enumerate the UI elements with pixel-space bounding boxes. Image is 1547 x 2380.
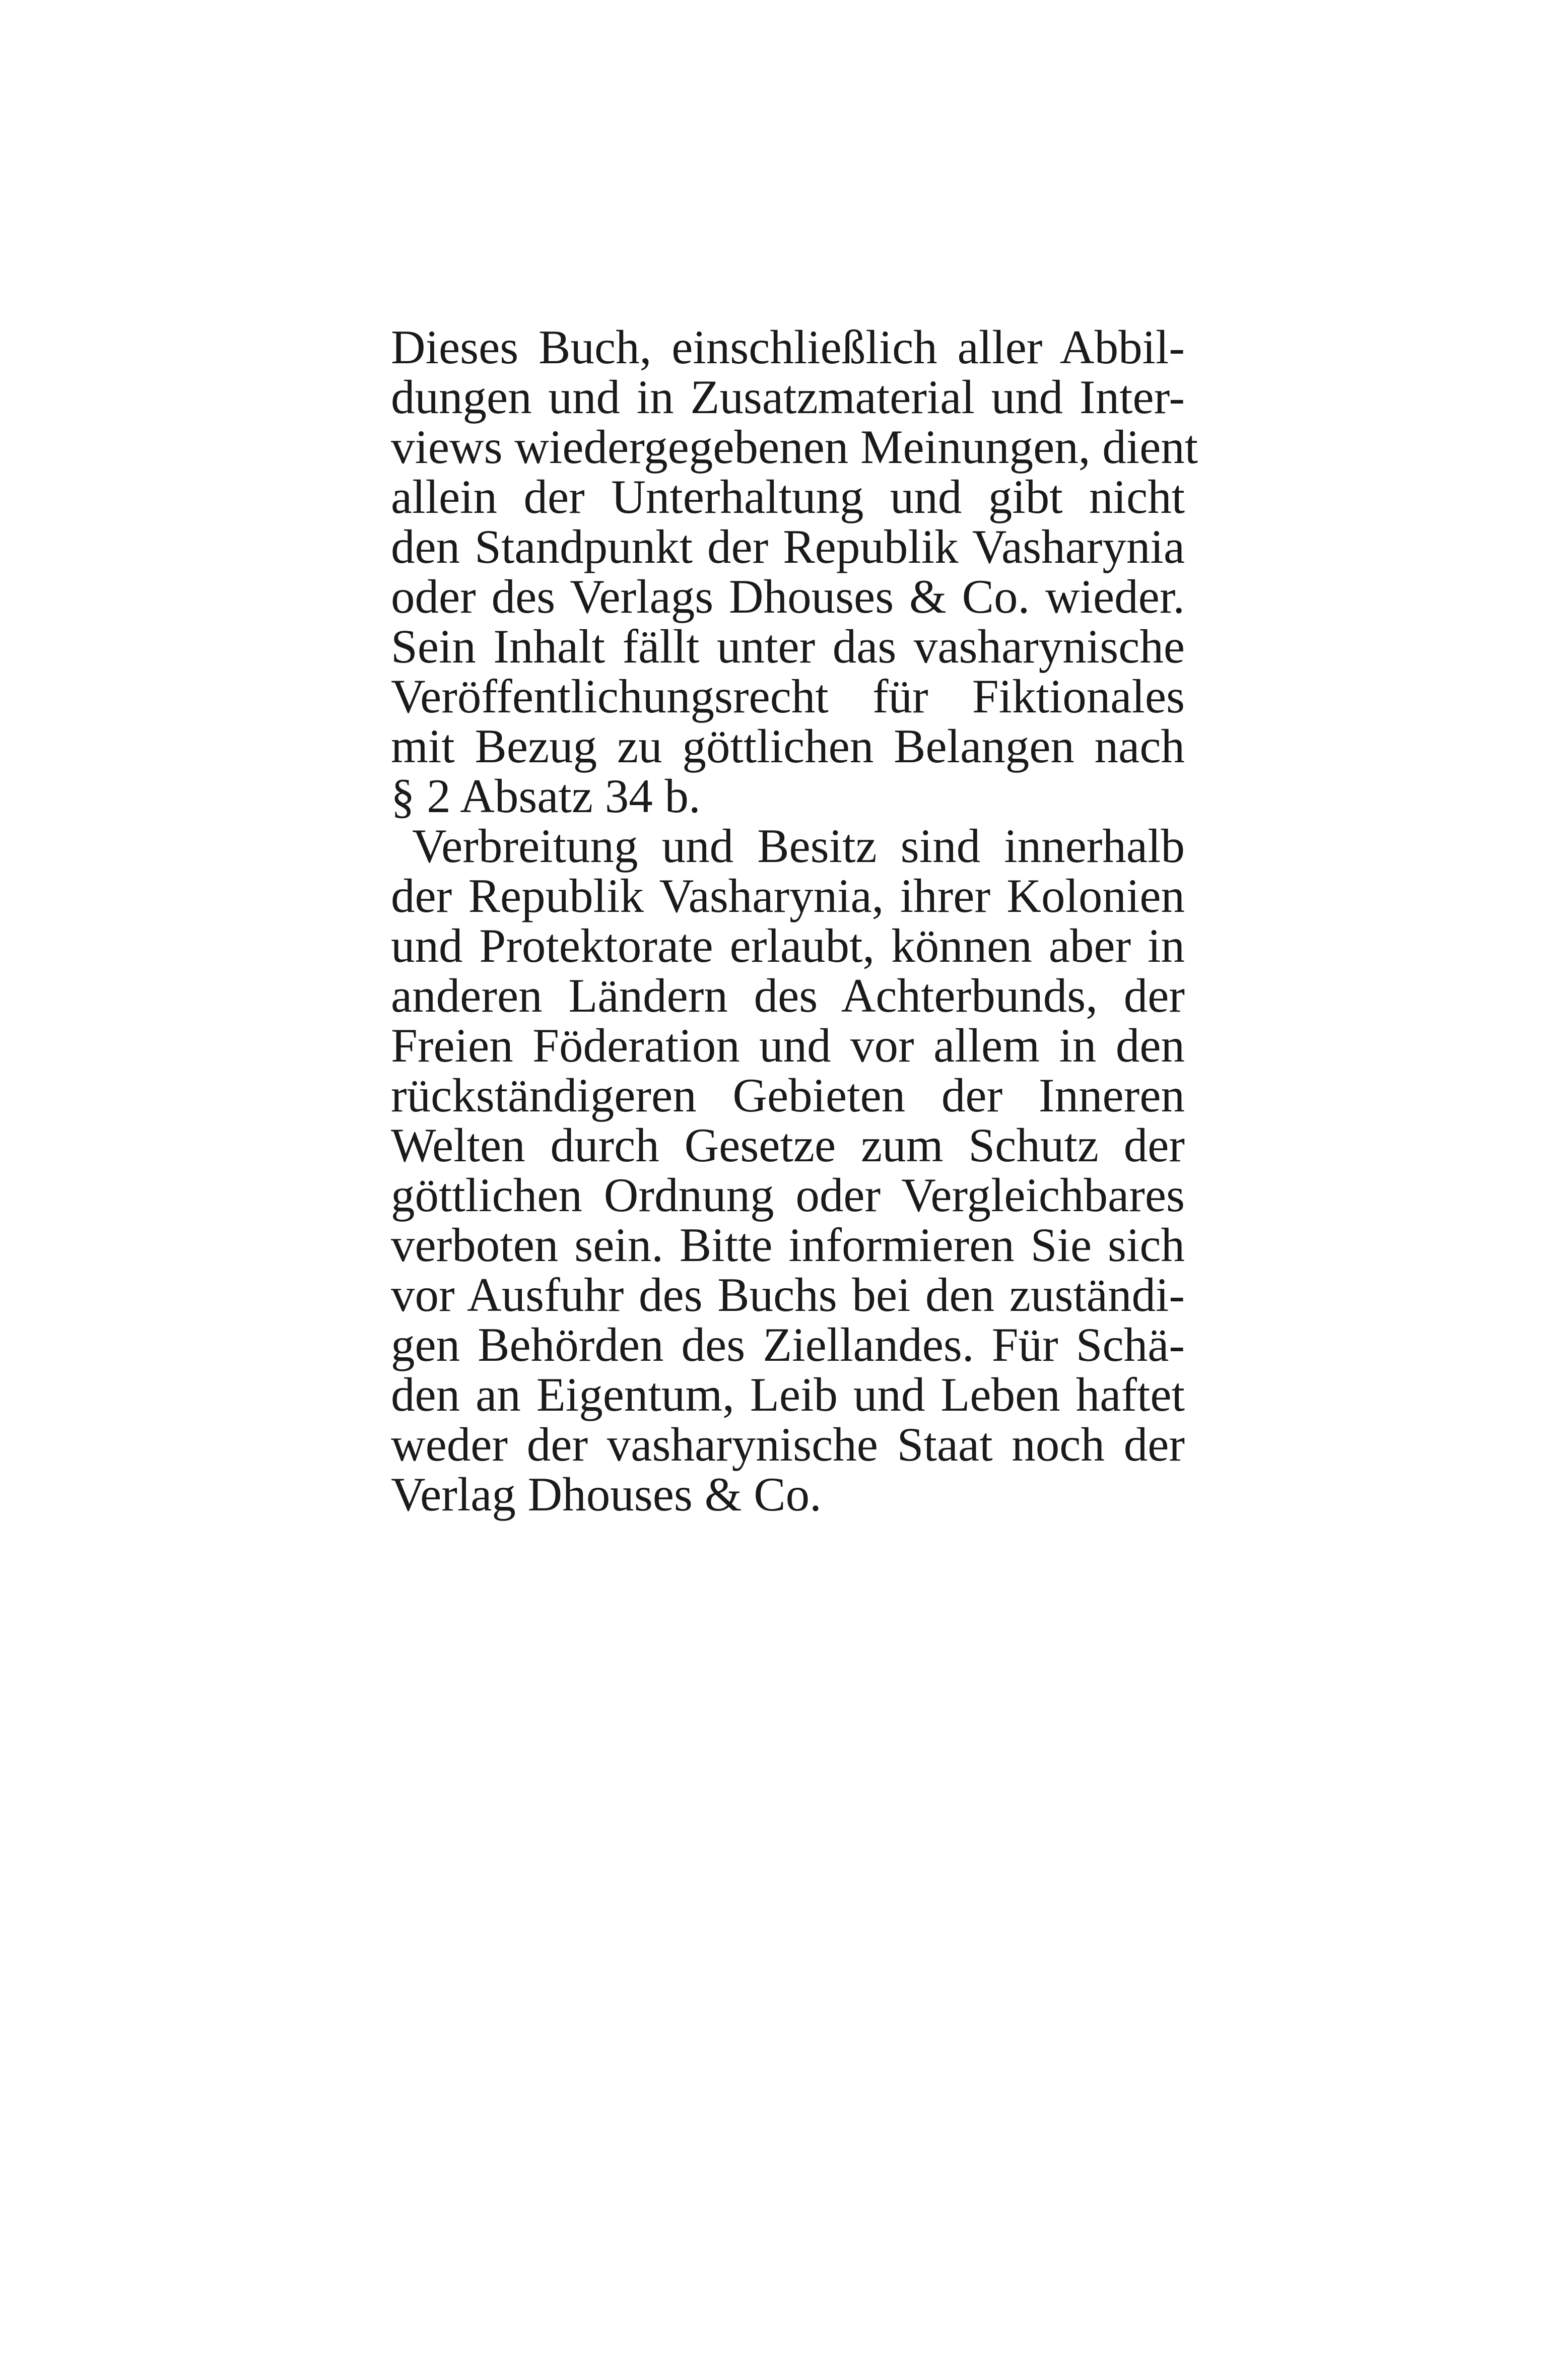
text-line: Verlag Dhouses & Co. bbox=[391, 1468, 822, 1521]
text-line: göttlichen Ordnung oder Vergleichbares bbox=[391, 1168, 1185, 1222]
text-line: und Protektorate erlaubt, können aber in bbox=[391, 919, 1185, 972]
paragraph-distribution bbox=[391, 821, 1185, 1519]
text-line: gen Behörden des Ziellandes. Für Schä- bbox=[391, 1318, 1185, 1371]
text-line: dungen und in Zusatzmaterial und Inter- bbox=[391, 370, 1185, 424]
text-line: Freien Föderation und vor allem in den bbox=[391, 1019, 1185, 1072]
text-line: § 2 Absatz 34 b. bbox=[391, 769, 701, 823]
text-line: den an Eigentum, Leib und Leben haftet bbox=[391, 1368, 1185, 1421]
text-line: weder der vasharynische Staat noch der bbox=[391, 1418, 1185, 1471]
text-line: views wiedergegebenen Meinungen, dient bbox=[391, 420, 1198, 474]
text-line: rückständigeren Gebieten der Inneren bbox=[391, 1069, 1185, 1122]
text-line: Veröffentlichungsrecht für Fiktionales bbox=[391, 670, 1185, 723]
text-line: Verbreitung und Besitz sind innerhalb bbox=[412, 819, 1185, 873]
text-line: der Republik Vasharynia, ihrer Kolonien bbox=[391, 869, 1185, 922]
text-line: den Standpunkt der Republik Vasharynia bbox=[391, 520, 1185, 573]
text-line: Dieses Buch, einschließlich aller Abbil- bbox=[391, 320, 1185, 374]
text-line: mit Bezug zu göttlichen Belangen nach bbox=[391, 719, 1185, 773]
text-line: anderen Ländern des Achterbunds, der bbox=[391, 969, 1185, 1022]
legal-notice bbox=[391, 320, 1198, 1521]
text-line: Welten durch Gesetze zum Schutz der bbox=[391, 1118, 1185, 1172]
text-line: oder des Verlags Dhouses & Co. wieder. bbox=[391, 570, 1185, 623]
text-line: verboten sein. Bitte informieren Sie sich bbox=[391, 1218, 1185, 1272]
text-line: vor Ausfuhr des Buchs bei den zuständi- bbox=[391, 1268, 1185, 1321]
text-line: allein der Unterhaltung und gibt nicht bbox=[391, 470, 1185, 523]
text-line: Sein Inhalt fällt unter das vasharynische bbox=[391, 620, 1185, 673]
paragraph-disclaimer bbox=[391, 320, 1198, 823]
